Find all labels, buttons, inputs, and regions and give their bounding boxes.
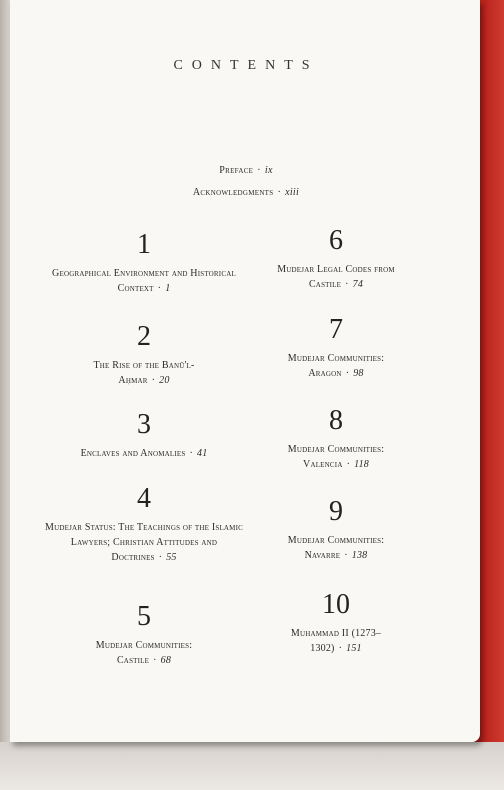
chapter-title: Geographical Environment and Historical Context · 1: [52, 268, 236, 294]
chapter-entry-9: [236, 495, 436, 563]
contents-heading: CONTENTS: [173, 58, 319, 73]
chapter-title: The Rise of the Banū'l-Aḥmar · 20: [93, 360, 195, 386]
chapter-entry-5: [44, 600, 244, 668]
chapter-title: Mudejar Legal Codes from Castile · 74: [277, 264, 395, 290]
separator-dot: ·: [277, 187, 282, 198]
chapter-number: 8: [329, 405, 343, 436]
chapter-title: Mudejar Communities: Aragon · 98: [287, 353, 385, 379]
chapter-number: 5: [137, 601, 151, 632]
front-matter-label: Acknowledgments: [192, 187, 274, 198]
chapter-title: Mudejar Communities: Navarre · 138: [287, 535, 385, 561]
chapter-title: Mudejar Communities: Castile · 68: [95, 640, 193, 666]
chapter-number: 7: [329, 314, 343, 345]
chapter-number: 6: [329, 225, 343, 256]
chapter-title: Enclaves and Anomalies · 41: [80, 448, 208, 459]
chapter-number: 1: [137, 229, 151, 260]
chapter-title: Mudejar Communities: Valencia · 118: [287, 444, 385, 470]
front-matter-preface: [20, 165, 472, 176]
chapter-entry-1: [44, 228, 244, 296]
chapter-title: Mudejar Status: The Teachings of the Islamic Lawyers; Christian Attitudes and Doctrines · 55: [45, 522, 243, 563]
page-number: xiii: [285, 187, 300, 198]
table-surface: [0, 742, 504, 790]
separator-dot: ·: [257, 165, 261, 176]
chapter-number: 9: [329, 496, 343, 527]
chapter-entry-2: [44, 320, 244, 388]
chapter-entry-6: [236, 224, 436, 292]
chapter-number: 2: [137, 321, 151, 352]
chapter-entry-7: [236, 313, 436, 381]
chapter-entry-8: [236, 404, 436, 472]
chapter-entry-3: [44, 408, 244, 461]
page-number: ix: [264, 165, 273, 176]
book-page: [10, 0, 480, 742]
front-matter-acknowledgments: [20, 187, 472, 198]
chapter-title: Muhammad II (1273–1302) · 151: [290, 628, 382, 654]
chapter-entry-10: [236, 588, 436, 656]
chapter-number: 3: [137, 409, 151, 440]
front-matter-label: Preface: [219, 165, 254, 176]
chapter-entry-4: [44, 482, 244, 565]
chapter-number: 4: [137, 483, 151, 514]
chapter-number: 10: [322, 589, 350, 620]
